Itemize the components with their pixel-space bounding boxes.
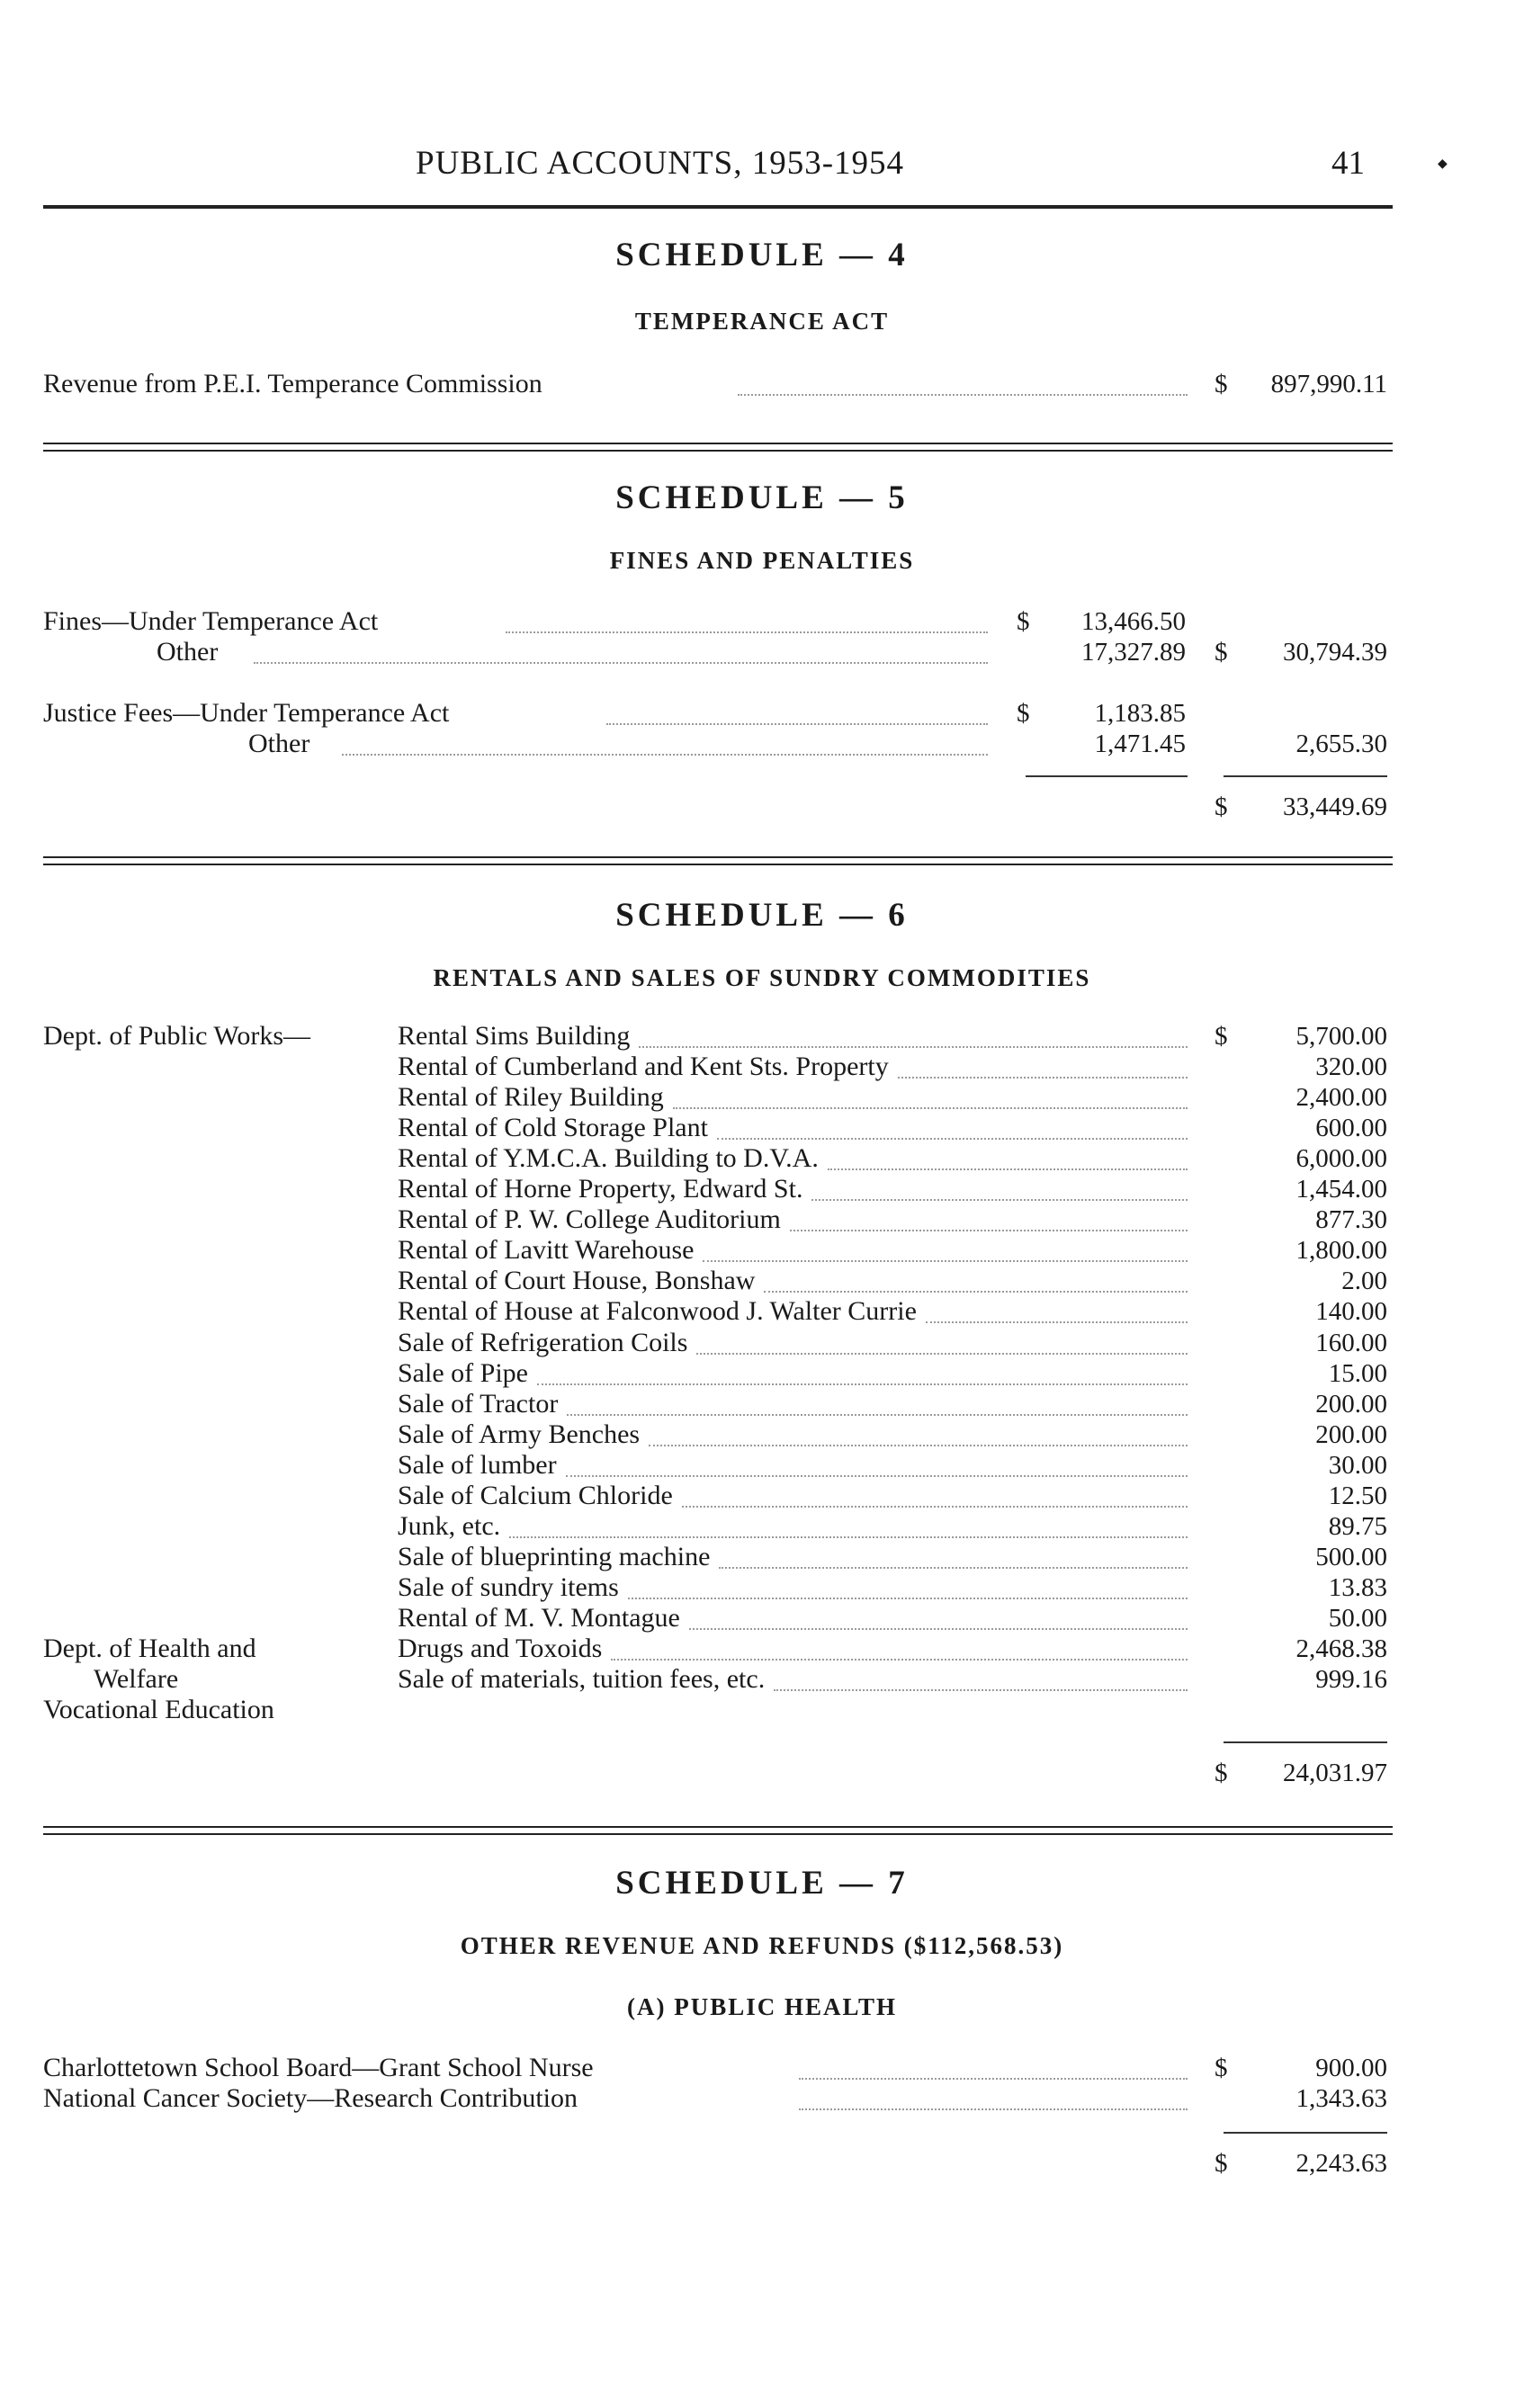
item-amount: 12.50 bbox=[1328, 1481, 1387, 1510]
section-rule bbox=[43, 443, 1393, 444]
s7-line1-amount: 900.00 bbox=[1315, 2054, 1387, 2082]
s5-justice-total: 2,655.30 bbox=[1295, 730, 1387, 758]
s5-justice-other-amount: 1,471.45 bbox=[1094, 730, 1186, 758]
item-amount: 1,454.00 bbox=[1295, 1175, 1387, 1204]
item-label: Rental of Court House, Bonshaw bbox=[398, 1266, 756, 1296]
item-amount: 2,468.38 bbox=[1295, 1634, 1387, 1663]
page-header bbox=[0, 144, 1524, 189]
item-amount: 200.00 bbox=[1315, 1419, 1387, 1449]
item-label: Rental of Cumberland and Kent Sts. Property bbox=[398, 1052, 889, 1082]
section-rule bbox=[43, 450, 1393, 452]
s5-fines-other-label: Other bbox=[157, 637, 219, 667]
schedule-5-subtitle: FINES AND PENALTIES bbox=[609, 547, 915, 574]
sum-rule bbox=[1224, 2132, 1387, 2134]
leader-dots bbox=[649, 1445, 1188, 1446]
item-amount: 1,800.00 bbox=[1295, 1236, 1387, 1266]
leader-dots bbox=[811, 1199, 1188, 1201]
s5-justice-label: Justice Fees—Under Temperance Act bbox=[43, 698, 450, 728]
section-rule bbox=[43, 1833, 1393, 1835]
item-amount: 140.00 bbox=[1315, 1297, 1387, 1327]
s6-total: 24,031.97 bbox=[1283, 1759, 1387, 1787]
s7-line2-label: National Cancer Society—Research Contribution bbox=[43, 2083, 578, 2113]
item-label: Rental of Y.M.C.A. Building to D.V.A. bbox=[398, 1143, 819, 1174]
item-label: Rental of House at Falconwood J. Walter Currie bbox=[398, 1296, 917, 1327]
item-label: Rental of M. V. Montague bbox=[398, 1602, 680, 1633]
schedule-6-title: SCHEDULE — 6 bbox=[615, 897, 909, 934]
item-label: Sale of blueprinting machine bbox=[398, 1541, 711, 1571]
s5-fines-amount: 13,466.50 bbox=[1081, 607, 1186, 636]
leader-dots bbox=[696, 1353, 1188, 1355]
leader-dots bbox=[898, 1077, 1188, 1079]
leader-dots bbox=[774, 1689, 1188, 1691]
leader-dots bbox=[606, 723, 988, 725]
dept-health-label: Dept. of Health and bbox=[43, 1634, 256, 1663]
item-label: Sale of Pipe bbox=[398, 1357, 528, 1388]
item-label: Drugs and Toxoids bbox=[398, 1634, 603, 1663]
leader-dots bbox=[689, 1628, 1188, 1630]
sum-rule bbox=[1224, 775, 1387, 777]
leader-dots bbox=[828, 1168, 1188, 1170]
leader-dots bbox=[254, 662, 988, 664]
item-amount: 89.75 bbox=[1328, 1511, 1387, 1541]
page-number: 41 bbox=[1331, 145, 1365, 182]
schedule-4-title: SCHEDULE — 4 bbox=[615, 237, 909, 273]
schedule-7-title: SCHEDULE — 7 bbox=[615, 1865, 909, 1902]
item-amount: 30.00 bbox=[1328, 1450, 1387, 1480]
dept-health-label-cont: Welfare bbox=[94, 1664, 179, 1694]
leader-dots bbox=[537, 1383, 1188, 1385]
item-amount: 320.00 bbox=[1315, 1052, 1387, 1082]
item-label: Sale of Army Benches bbox=[398, 1419, 641, 1449]
schedule-5-title: SCHEDULE — 5 bbox=[615, 479, 909, 516]
leader-dots bbox=[799, 2078, 1188, 2080]
item-label: Rental of P. W. College Auditorium bbox=[398, 1204, 781, 1235]
item-amount: 2,400.00 bbox=[1295, 1083, 1387, 1113]
schedule-6-subtitle: RENTALS AND SALES OF SUNDRY COMMODITIES bbox=[433, 964, 1091, 991]
leader-dots bbox=[567, 1414, 1188, 1416]
item-label: Rental Sims Building bbox=[398, 1021, 631, 1051]
leader-dots bbox=[639, 1046, 1188, 1048]
item-label: Sale of Calcium Chloride bbox=[398, 1480, 673, 1510]
item-label: Rental of Riley Building bbox=[398, 1082, 664, 1113]
leader-dots bbox=[509, 1536, 1188, 1538]
item-amount: 200.00 bbox=[1315, 1389, 1387, 1419]
s4-revenue-amount: 897,990.11 bbox=[1270, 370, 1387, 398]
leader-dots bbox=[611, 1659, 1188, 1661]
leader-dots bbox=[764, 1291, 1188, 1293]
item-amount: 600.00 bbox=[1315, 1114, 1387, 1143]
s7-line2-amount: 1,343.63 bbox=[1295, 2084, 1387, 2113]
section-rule bbox=[43, 864, 1393, 865]
dollar-sign: $ bbox=[1215, 370, 1228, 398]
item-label: Sale of Refrigeration Coils bbox=[398, 1327, 688, 1357]
sum-rule bbox=[1224, 1741, 1387, 1743]
leader-dots bbox=[673, 1107, 1188, 1109]
dept-vocational-label: Vocational Education bbox=[43, 1695, 274, 1724]
leader-dots bbox=[738, 394, 1188, 396]
item-amount: 2.00 bbox=[1341, 1267, 1387, 1296]
s5-fines-total: 30,794.39 bbox=[1283, 638, 1387, 667]
leader-dots bbox=[506, 631, 988, 633]
dollar-sign: $ bbox=[1215, 792, 1228, 821]
leader-dots bbox=[717, 1138, 1188, 1140]
item-amount: 15.00 bbox=[1328, 1358, 1387, 1388]
leader-dots bbox=[628, 1598, 1188, 1599]
item-amount: 6,000.00 bbox=[1295, 1144, 1387, 1174]
dollar-sign: $ bbox=[1215, 2054, 1228, 2082]
item-label: Sale of Tractor bbox=[398, 1388, 559, 1419]
leader-dots bbox=[566, 1475, 1188, 1477]
item-amount: 50.00 bbox=[1328, 1603, 1387, 1633]
item-amount: 999.16 bbox=[1315, 1665, 1387, 1695]
section-rule bbox=[43, 1826, 1393, 1828]
item-label: Rental of Horne Property, Edward St. bbox=[398, 1174, 803, 1204]
margin-mark: ◆ bbox=[1438, 157, 1448, 171]
item-label: Junk, etc. bbox=[398, 1510, 501, 1541]
item-amount: 5,700.00 bbox=[1295, 1022, 1387, 1051]
dollar-sign: $ bbox=[1215, 1759, 1228, 1787]
leader-dots bbox=[719, 1567, 1188, 1569]
item-amount: 160.00 bbox=[1315, 1328, 1387, 1357]
item-amount: 500.00 bbox=[1315, 1542, 1387, 1571]
leader-dots bbox=[703, 1260, 1188, 1262]
s5-fines-other-amount: 17,327.89 bbox=[1081, 638, 1186, 667]
s5-justice-amount: 1,183.85 bbox=[1094, 699, 1186, 728]
section-rule bbox=[43, 856, 1393, 858]
item-amount: 13.83 bbox=[1328, 1572, 1387, 1602]
dept-public-works-label: Dept. of Public Works— bbox=[43, 1021, 311, 1051]
item-amount: 877.30 bbox=[1315, 1205, 1387, 1235]
schedule-7-section: (A) PUBLIC HEALTH bbox=[626, 1993, 898, 2020]
item-label: Sale of sundry items bbox=[398, 1571, 619, 1602]
leader-dots bbox=[342, 754, 988, 756]
item-label: Rental of Cold Storage Plant bbox=[398, 1113, 708, 1143]
dollar-sign: $ bbox=[1017, 699, 1030, 728]
s7-total: 2,243.63 bbox=[1295, 2149, 1387, 2178]
item-label: Rental of Lavitt Warehouse bbox=[398, 1235, 695, 1266]
leader-dots bbox=[790, 1230, 1188, 1231]
leader-dots bbox=[799, 2108, 1188, 2110]
dollar-sign: $ bbox=[1215, 638, 1228, 667]
schedule-7-subtitle: OTHER REVENUE AND REFUNDS ($112,568.53) bbox=[460, 1932, 1064, 1959]
s5-justice-other-label: Other bbox=[248, 729, 310, 758]
sum-rule bbox=[1026, 775, 1188, 777]
dollar-sign: $ bbox=[1017, 607, 1030, 636]
schedule-4-subtitle: TEMPERANCE ACT bbox=[634, 308, 890, 335]
dollar-sign: $ bbox=[1215, 2149, 1228, 2178]
s5-fines-label: Fines—Under Temperance Act bbox=[43, 606, 379, 636]
item-label: Sale of materials, tuition fees, etc. bbox=[398, 1664, 766, 1695]
dollar-sign: $ bbox=[1215, 1022, 1228, 1051]
s7-line1-label: Charlottetown School Board—Grant School Nurse bbox=[43, 2053, 594, 2082]
page-title: PUBLIC ACCOUNTS, 1953-1954 bbox=[416, 145, 905, 182]
leader-dots bbox=[926, 1321, 1188, 1323]
leader-dots bbox=[682, 1506, 1188, 1508]
header-rule bbox=[43, 205, 1393, 209]
item-label: Sale of lumber bbox=[398, 1449, 557, 1480]
s5-grand-total: 33,449.69 bbox=[1283, 792, 1387, 821]
s4-revenue-label: Revenue from P.E.I. Temperance Commission bbox=[43, 369, 542, 398]
